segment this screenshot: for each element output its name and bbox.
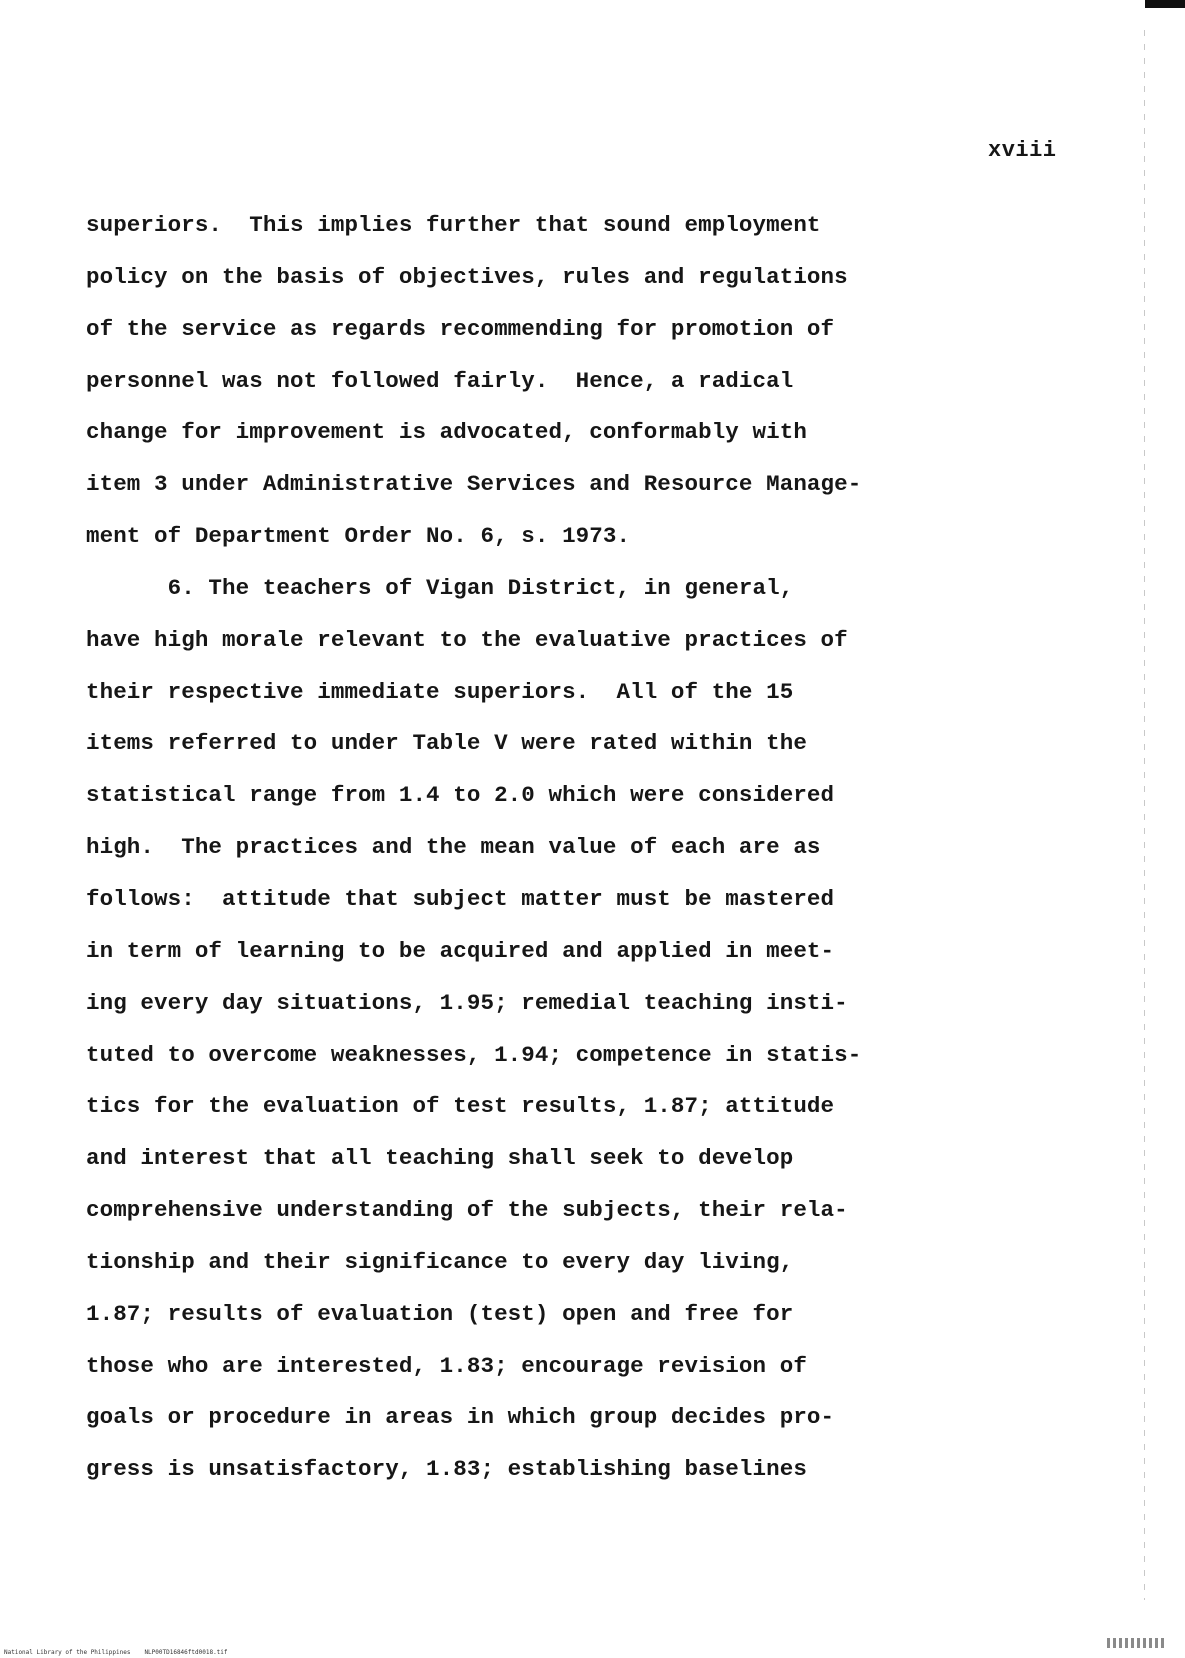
text-line: tionship and their significance to every day living, <box>86 1248 794 1275</box>
text-line: policy on the basis of objectives, rules and regulations <box>86 263 848 290</box>
text-line: goals or procedure in areas in which group decides pro- <box>86 1404 835 1431</box>
text-line: superiors. This implies further that sound employment <box>86 212 821 238</box>
text-line: tuted to overcome weaknesses, 1.94; competence in statis- <box>86 1041 862 1068</box>
footer-filename: NLP00TD16846ftd0018.tif <box>144 1649 228 1656</box>
text-line: in term of learning to be acquired and applied in meet- <box>86 937 835 964</box>
scan-mark <box>1107 1638 1167 1648</box>
text-line: personnel was not followed fairly. Hence, a radical <box>86 367 794 394</box>
page-number: xviii <box>988 138 1057 163</box>
text-line: items referred to under Table V were rated within the <box>86 730 807 757</box>
body-text <box>86 200 1106 1496</box>
text-line: their respective immediate superiors. All of the 15 <box>86 678 794 705</box>
text-line: 1.87; results of evaluation (test) open and free for <box>86 1300 794 1327</box>
text-line: change for improvement is advocated, conformably with <box>86 419 807 446</box>
text-line: those who are interested, 1.83; encourage revision of <box>86 1352 807 1379</box>
scan-edge-mark <box>1145 0 1185 8</box>
text-line: 6. The teachers of Vigan District, in general, <box>86 574 794 601</box>
scan-footer <box>4 1649 242 1656</box>
text-line: comprehensive understanding of the subjects, their rela- <box>86 1197 848 1224</box>
text-line: gress is unsatisfactory, 1.83; establishing baselines <box>86 1456 807 1483</box>
text-line: ing every day situations, 1.95; remedial teaching insti- <box>86 989 848 1016</box>
text-line: ment of Department Order No. 6, s. 1973. <box>86 523 631 550</box>
text-line: item 3 under Administrative Services and Resource Manage- <box>86 471 862 498</box>
text-line: follows: attitude that subject matter must be mastered <box>86 885 835 912</box>
text-line: of the service as regards recommending for promotion of <box>86 315 835 342</box>
text-line: statistical range from 1.4 to 2.0 which were considered <box>86 782 835 809</box>
text-line: have high morale relevant to the evaluative practices of <box>86 626 848 653</box>
footer-library: National Library of the Philippines <box>4 1649 131 1656</box>
scan-margin-line <box>1144 30 1145 1600</box>
text-line: and interest that all teaching shall seek to develop <box>86 1145 794 1172</box>
text-line: tics for the evaluation of test results, 1.87; attitude <box>86 1093 835 1120</box>
text-line: high. The practices and the mean value of each are as <box>86 834 821 861</box>
